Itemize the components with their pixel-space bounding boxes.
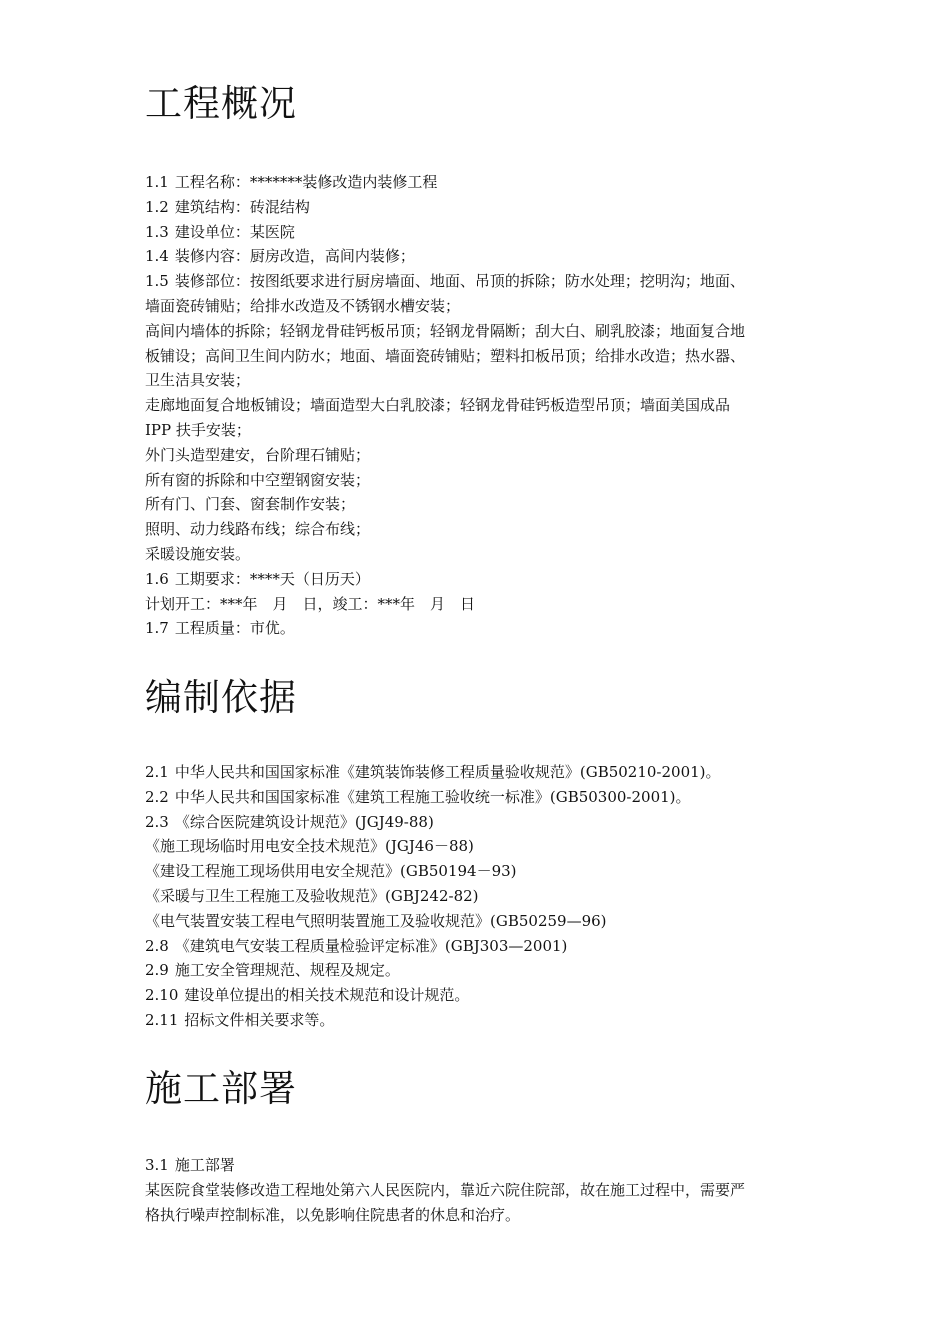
item-number: 1.5 xyxy=(145,272,169,291)
text-line xyxy=(145,934,825,959)
line-text: 工程质量：市优。 xyxy=(174,619,295,638)
line-text: 中华人民共和国国家标准《建筑装饰装修工程质量验收规范》(GB50210-2001)。 xyxy=(174,763,721,781)
item-number: 2.10 xyxy=(145,986,179,1005)
line-text: 高间内墙体的拆除；轻钢龙骨硅钙板吊顶；轻钢龙骨隔断；刮大白、刷乳胶漆；地面复合地 xyxy=(145,321,746,340)
line-text: 建设单位提出的相关技术规范和设计规范。 xyxy=(184,986,470,1005)
text-line xyxy=(145,393,825,418)
line-text: 计划开工：***年 月 日，竣工：***年 月 日 xyxy=(145,594,476,613)
text-line xyxy=(145,344,825,369)
item-number: 1.2 xyxy=(145,197,169,216)
item-number: 1.3 xyxy=(145,222,169,241)
text-line xyxy=(145,958,825,983)
text-line xyxy=(145,220,825,245)
line-text: 卫生洁具安装； xyxy=(145,371,251,390)
text-line xyxy=(145,1008,825,1033)
text-line xyxy=(145,760,825,785)
item-number: 2.1 xyxy=(145,763,169,781)
line-text: 施工部署 xyxy=(174,1156,235,1174)
line-text: 装修内容：厨房改造，高间内装修； xyxy=(174,247,415,266)
line-text: 建设单位：某医院 xyxy=(174,222,295,241)
text-line xyxy=(145,859,825,884)
item-number: 2.2 xyxy=(145,787,169,806)
text-line xyxy=(145,170,825,195)
section-heading: 编制依据 xyxy=(145,676,297,719)
line-text: 工程名称：*******装修改造内装修工程 xyxy=(174,173,438,191)
line-text: 《综合医院建筑设计规范》(JGJ49-88) xyxy=(174,812,434,831)
line-text: 施工安全管理规范、规程及规定。 xyxy=(174,961,400,980)
text-line xyxy=(145,1203,825,1228)
text-line xyxy=(145,567,825,592)
line-text: 采暖设施安装。 xyxy=(145,544,251,563)
line-text: 《采暖与卫生工程施工及验收规范》(GBJ242-82) xyxy=(145,886,479,905)
text-line xyxy=(145,468,825,493)
line-text: IPP 扶手安装； xyxy=(145,420,251,439)
text-line xyxy=(145,443,825,468)
text-line xyxy=(145,810,825,835)
text-line xyxy=(145,517,825,542)
text-line xyxy=(145,884,825,909)
text-line xyxy=(145,909,825,934)
item-number: 2.3 xyxy=(145,812,169,831)
item-number: 2.9 xyxy=(145,961,169,980)
item-number: 1.7 xyxy=(145,619,169,638)
line-text: 《建设工程施工现场供用电安全规范》(GB50194－93) xyxy=(145,862,517,881)
line-text: 建筑结构：砖混结构 xyxy=(174,197,310,216)
text-line xyxy=(145,785,825,810)
item-number: 2.11 xyxy=(145,1010,179,1029)
text-line xyxy=(145,418,825,443)
text-line xyxy=(145,1153,825,1178)
line-text: 某医院食堂装修改造工程地处第六人民医院内，靠近六院住院部，故在施工过程中，需要严 xyxy=(145,1180,746,1199)
line-text: 板铺设；高间卫生间内防水；地面、墙面瓷砖铺贴；塑料扣板吊顶；给排水改造；热水器、 xyxy=(145,346,746,365)
line-text: 招标文件相关要求等。 xyxy=(184,1010,335,1029)
section-construction-deployment xyxy=(145,1067,825,1224)
item-number: 1.6 xyxy=(145,569,169,588)
text-line xyxy=(145,542,825,567)
item-number: 2.8 xyxy=(145,936,169,955)
line-text: 外门头造型建安，台阶理石铺贴； xyxy=(145,445,371,464)
section-body xyxy=(145,170,825,641)
item-number: 1.4 xyxy=(145,247,169,266)
line-text: 《电气装置安装工程电气照明装置施工及验收规范》(GB50259—96) xyxy=(145,911,607,930)
text-line xyxy=(145,616,825,641)
text-line xyxy=(145,195,825,220)
text-line xyxy=(145,368,825,393)
text-line xyxy=(145,492,825,517)
section-project-overview xyxy=(145,82,825,638)
line-text: 《施工现场临时用电安全技术规范》(JGJ46－88) xyxy=(145,837,474,856)
text-line xyxy=(145,1178,825,1203)
section-heading: 施工部署 xyxy=(145,1067,297,1110)
item-number: 1.1 xyxy=(145,173,169,191)
section-compilation-basis xyxy=(145,676,825,1029)
text-line xyxy=(145,834,825,859)
text-line xyxy=(145,294,825,319)
line-text: 装修部位：按图纸要求进行厨房墙面、地面、吊顶的拆除；防水处理；挖明沟；地面、 xyxy=(174,272,745,291)
line-text: 墙面瓷砖铺贴；给排水改造及不锈钢水槽安装； xyxy=(145,296,461,315)
section-heading: 工程概况 xyxy=(145,82,297,125)
text-line xyxy=(145,319,825,344)
line-text: 工期要求：****天（日历天） xyxy=(174,569,370,588)
line-text: 照明、动力线路布线；综合布线； xyxy=(145,520,371,539)
text-line xyxy=(145,592,825,617)
text-line xyxy=(145,983,825,1008)
text-line xyxy=(145,244,825,269)
text-line xyxy=(145,269,825,294)
line-text: 所有门、门套、窗套制作安装； xyxy=(145,495,356,514)
line-text: 《建筑电气安装工程质量检验评定标准》(GBJ303—2001) xyxy=(174,936,568,955)
line-text: 格执行噪声控制标准，以免影响住院患者的休息和治疗。 xyxy=(145,1205,521,1224)
item-number: 3.1 xyxy=(145,1156,169,1174)
section-body xyxy=(145,760,825,1033)
line-text: 所有窗的拆除和中空塑钢窗安装； xyxy=(145,470,371,489)
line-text: 走廊地面复合地板铺设；墙面造型大白乳胶漆；轻钢龙骨硅钙板造型吊顶；墙面美国成品 xyxy=(145,396,731,415)
line-text: 中华人民共和国国家标准《建筑工程施工验收统一标准》(GB50300-2001)。 xyxy=(174,787,691,806)
section-body xyxy=(145,1153,825,1227)
